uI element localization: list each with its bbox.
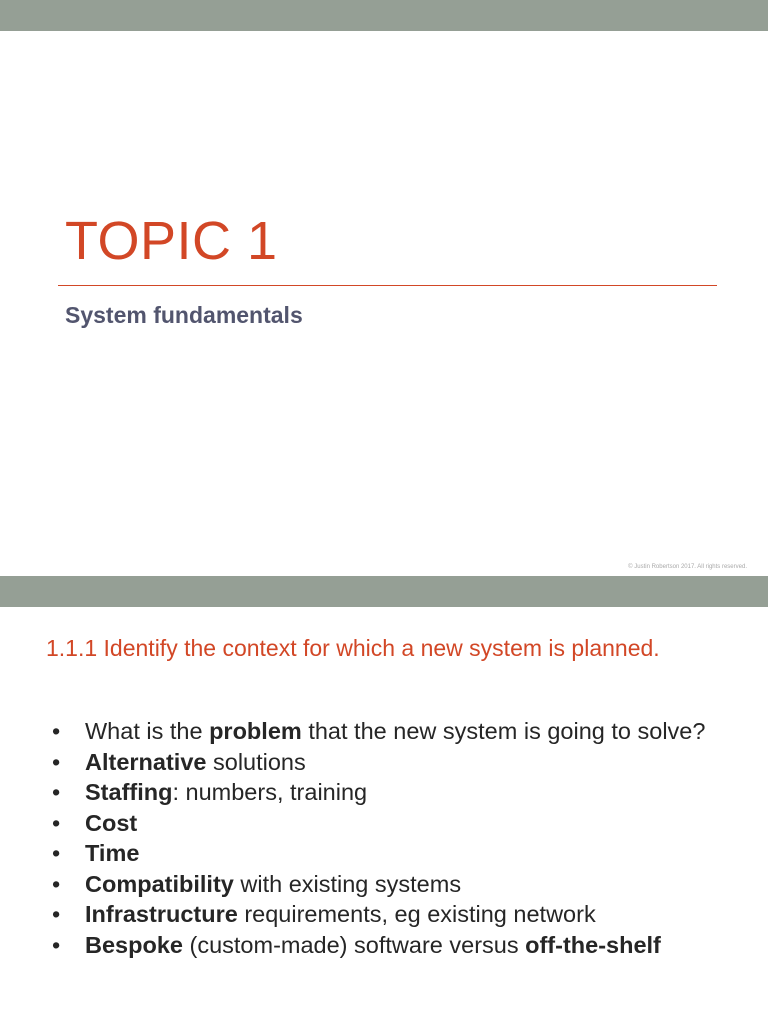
bullet-dot: • (52, 901, 61, 927)
slide-title: TOPIC 1 (65, 211, 278, 271)
bullet-text: requirements, eg existing network (237, 901, 596, 927)
bullet-text: : numbers, training (172, 779, 368, 805)
bullet-text: with existing systems (233, 870, 462, 897)
bullet-keyword: Time (85, 840, 140, 866)
bullet-keyword: off-the-shelf (525, 931, 661, 958)
slide1-top-bar (0, 0, 768, 31)
bullet-dot: • (52, 718, 61, 744)
bullet-keyword: Bespoke (85, 931, 183, 958)
bullet-text: solutions (206, 748, 306, 775)
bullet-text: What is the (85, 718, 210, 744)
bullet-keyword: Cost (85, 809, 138, 836)
bullet-item (48, 716, 748, 747)
bullet-item (48, 899, 748, 930)
slide2-heading: 1.1.1 Identify the context for which a new system is planned. (46, 635, 660, 661)
bullet-keyword: Compatibility (85, 870, 234, 897)
bullet-dot: • (52, 931, 61, 958)
bullet-item (48, 808, 748, 839)
bullet-keyword: Infrastructure (85, 901, 238, 927)
bullet-dot: • (52, 748, 61, 775)
bullet-item (48, 869, 748, 900)
bullet-dot: • (52, 870, 61, 897)
bullet-list (48, 716, 748, 960)
bullet-item (48, 747, 748, 778)
bullet-text: that the new system is going to solve? (301, 718, 706, 744)
bullet-dot: • (52, 840, 61, 866)
bullet-item (48, 777, 748, 808)
bullet-dot: • (52, 809, 61, 836)
title-divider (58, 285, 717, 286)
bullet-keyword: problem (209, 718, 302, 744)
bullet-dot: • (52, 779, 61, 805)
bullet-keyword: Alternative (85, 748, 207, 775)
slide-subtitle: System fundamentals (65, 302, 303, 328)
bullet-item (48, 838, 748, 869)
bullet-item (48, 930, 748, 961)
slide2-top-bar (0, 576, 768, 607)
bullet-text: (custom-made) software versus (182, 931, 526, 958)
copyright-notice: © Justin Robertson 2017. All rights reserved. (628, 564, 747, 570)
bullet-keyword: Staffing (85, 779, 173, 805)
